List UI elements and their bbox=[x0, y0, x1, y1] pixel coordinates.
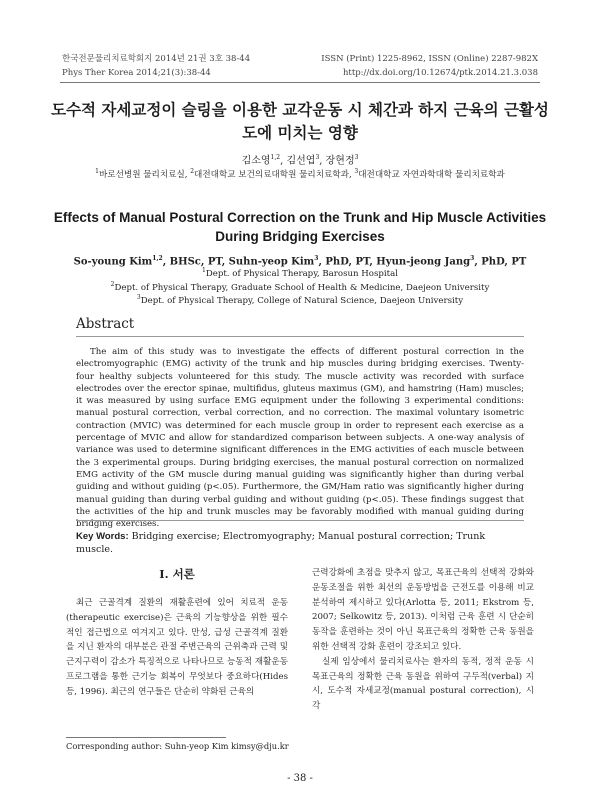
keywords-text: Bridging exercise; Electromyography; Manual postural correction; Trunk muscle. bbox=[76, 531, 486, 555]
journal-citation-english: Phys Ther Korea 2014;21(3):38-44 bbox=[62, 68, 211, 78]
title-english: Effects of Manual Postural Correction on the Trunk and Hip Muscle Activities During Bridging Exercises bbox=[53, 210, 547, 244]
abstract-body: The aim of this study was to investigate the effects of different postural correction in the electromyographic (EMG) activity of the trunk and hip muscles during bridging exercises. Twenty-four healthy subjects volunteered for this study. The muscle activity was recorded with surface electrodes over the erector spinae, multifidus, gluteus maximus (GM), and hamstring (Ham) muscles; it was measured by using surface EMG equipment under the following 3 experimental conditions: manual postural correction, verbal correction, and no correction. The maximal voluntary isometric contraction (MVIC) was determined for each muscle group in order to represent each exercise as a percentage of MVIC and allow for standardized comparison between subjects. A one-way analysis of variance was used to determine significant differences in the EMG activities of each muscle between the 3 experimental groups. During bridging exercises, the manual postural correction on normalized EMG activity of the GM muscle during manual guiding was significantly higher than during verbal guiding and without guiding (p<.05). Furthermore, the GM/Ham ratio was significantly higher during manual guiding than during verbal guiding and without guiding (p<.05). These findings suggest that the activities of the hip and trunk muscles may be favorably modified with manual guiding during bridging exercises. bbox=[76, 347, 524, 530]
authors-english: So-young Kim$^{1,2}$, BHSc, PT, Suhn-yeop Kim$^3$, PhD, PT, Hyun-jeong Jang$^3$, PhD, PT bbox=[73, 255, 527, 268]
abstract-top-divider bbox=[76, 336, 524, 337]
intro-paragraph-2: 실제 임상에서 물리치료사는 환자의 동적, 정적 운동 시 목표근육의 정확한 근육 동원을 위하여 구두적(verbal) 지시, 도수적 자세교정(manual postural correction), 시각 bbox=[312, 656, 534, 712]
left-column bbox=[66, 596, 288, 700]
title-korean: 도수적 자세교정이 슬링을 이용한 교각운동 시 체간과 하지 근육의 근활성도에 미치는 영향 bbox=[51, 100, 549, 142]
affiliation-2: $^2$Dept. of Physical Therapy, Graduate School of Health & Medicine, Daejeon University bbox=[110, 281, 490, 293]
intro-paragraph-1-continued: 근력강화에 초점을 맞추지 않고, 목표근육의 선택적 강화와 운동조절을 위한 최선의 운동방법을 근전도를 이용해 비교 분석하여 제시하고 있다(Arlotta 등, 2011; Ekstrom 등, 2007; Selkowitz 등, 2013). 이처럼 근육 훈련 시 단순히 동작을 훈련하는 것이 아닌 목표근육의 정확한 근육 동원을 위한 선택적 강화 훈련이 강조되고 있다. bbox=[312, 568, 534, 652]
issn-line: ISSN (Print) 1225-8962, ISSN (Online) 2287-982X bbox=[321, 54, 538, 64]
authors-korean: 김소영$^{1,2}$, 김선엽$^3$, 장현정$^3$ bbox=[241, 154, 359, 167]
corresponding-author-footnote: Corresponding author: Suhn-yeop Kim kimsy@dju.kr bbox=[66, 741, 289, 751]
section-heading-introduction: Ⅰ. 서론 bbox=[159, 567, 195, 581]
affiliation-3: $^3$Dept. of Physical Therapy, College of Natural Science, Daejeon University bbox=[136, 294, 464, 306]
doi-link[interactable]: http://dx.doi.org/10.12674/ptk.2014.21.3.038 bbox=[342, 68, 538, 78]
right-column bbox=[312, 566, 534, 714]
page-number: - 38 - bbox=[287, 773, 313, 784]
abstract-bottom-divider bbox=[76, 520, 524, 521]
footnote-divider bbox=[66, 737, 226, 738]
abstract-heading: Abstract bbox=[76, 316, 135, 332]
affiliation-1: $^1$Dept. of Physical Therapy, Barosun Hospital bbox=[202, 267, 398, 279]
journal-header-left bbox=[62, 52, 250, 80]
header-divider bbox=[60, 82, 540, 83]
keywords bbox=[76, 530, 524, 556]
journal-header-right bbox=[321, 52, 538, 80]
intro-paragraph-1: 최근 근골격계 질환의 재활훈련에 있어 치료적 운동(therapeutic exercise)은 근육의 기능향상을 위한 필수적인 접근법으로 여겨지고 있다. 만성, 급성 근골격계 질환을 지닌 환자의 대부분은 관절 주변근육의 근위축과 근력 및 근지구력이 감소가 특징적으로 나타나므로 능동적 재활운동프로그램을 통한 근기능 회복이 무엇보다 중요하다(Hides 등, 1996). 최근의 연구들은 단순히 약화된 근육의 bbox=[66, 598, 288, 697]
journal-citation-korean: 한국전문물리치료학회지 2014년 21권 3호 38-44 bbox=[62, 54, 251, 64]
keywords-label: Key Words: bbox=[76, 531, 129, 542]
affiliations-korean: $^1$바로선병원 물리치료실, $^2$대전대학교 보건의료대학원 물리치료학과, $^3$대전대학교 자연과학대학 물리치료학과 bbox=[95, 168, 505, 180]
